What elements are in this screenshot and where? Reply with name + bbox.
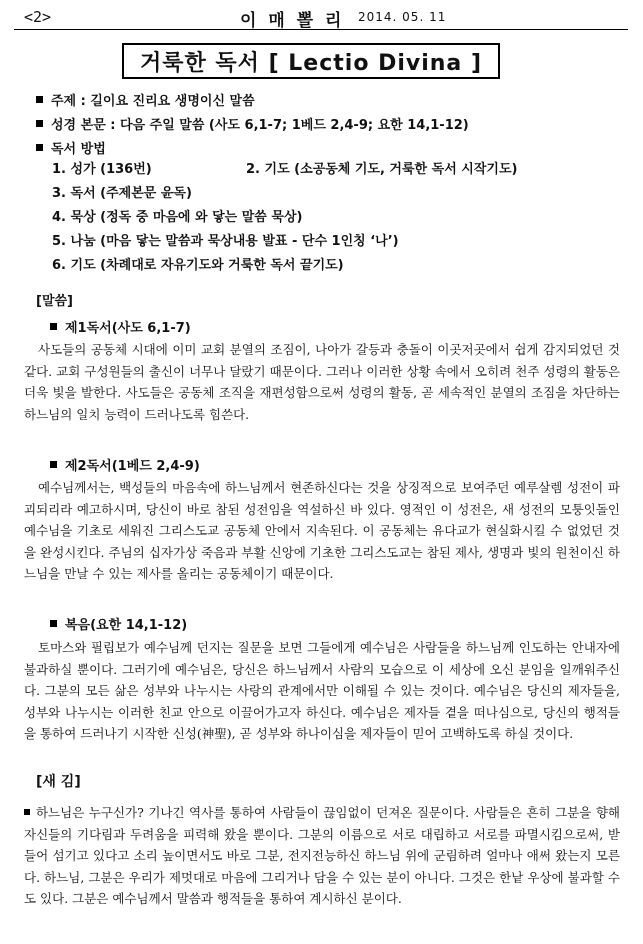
gospel-heading — [50, 614, 187, 633]
reading2-title: 제2독서(1베드 2,4-9) — [65, 459, 200, 474]
word-section-label: [말씀] — [36, 294, 73, 309]
steps-list — [52, 160, 518, 280]
step-1: 1. 성가 (136번) — [52, 162, 152, 177]
bullet-icon — [36, 96, 43, 103]
scripture-row — [36, 116, 469, 140]
bullet-icon — [50, 323, 57, 330]
saekim-text: 하느님은 누구신가? 기나긴 역사를 통하여 사람들이 끊임없이 던져온 질문이다. 사람들은 흔히 그분을 향해 자신들의 기다림과 두려움을 피력해 왔을 뿐이다. 그분의 이름으로 서로 대립하고 서로를 파멸시킴으로써, 받들어 섬기고 있다고 소리 높이면서도 바로 그분, 전지전능하신 하느님 위에 군림하려 얼마나 애써 왔는지 모른다. 하느님, 그분은 우리가 제멋대로 마음에 그리거나 담을 수 있는 분이 아니다. 그것은 한낱 우상에 불과할 수도 있다. 그분은 예수님께서 말씀과 행적들을 통하여 계시하신 분이다. — [24, 805, 620, 906]
method-heading: 독서 방법 — [51, 142, 106, 157]
saekim-section-label: [새 김] — [36, 774, 81, 790]
gospel-text: 토마스와 필립보가 예수님께 던지는 질문을 보면 그들에게 예수님은 사람들을 하느님께 인도하는 안내자에 불과하실 뿐이다. 그러기에 예수님은, 당신은 하느님께서 사람의 모습으로 이 세상에 오신 분임을 일깨워주신다. 그분의 모든 삶은 성부와 나누시는 사랑의 관계에서만 이해될 수 있는 것이다. 예수님은 당신의 제자들을, 성부와 나누시는 이러한 친교 안으로 이끌어가고자 하신다. 예수님은 제자들 곁을 떠나심으로, 당신의 행적들을 통하여 드러나기 시작한 신성(神聖), 곧 성부와 하나이심을 제자들이 믿어 고백하도록 하실 것이다. — [24, 640, 620, 741]
bullet-icon — [36, 144, 43, 151]
issue-date: 2014. 05. 11 — [358, 10, 447, 24]
page-header — [14, 6, 628, 31]
step-2: 2. 기도 (소공동체 기도, 거룩한 독서 시작기도) — [246, 162, 518, 177]
meta-block — [36, 92, 469, 164]
step-4: 4. 묵상 (정독 중 마음에 와 닿는 말씀 묵상) — [52, 210, 303, 225]
page-number: <2> — [24, 8, 52, 26]
theme-row — [36, 92, 469, 116]
reading1-heading — [50, 317, 191, 336]
header-divider — [14, 29, 628, 30]
newsletter-title: 이 매 뽈 리 — [240, 11, 345, 31]
reading2-text: 예수님께서는, 백성들의 마음속에 하느님께서 현존하신다는 것을 상징적으로 보여주던 예루살렘 성전이 파괴되리라 예고하시며, 당신이 바로 참된 성전임을 역설하신 바 있다. 영적인 이 성전은, 새 성전의 모퉁잇돌인 예수님을 기초로 세워진 그리스도교 공동체 안에서 지속된다. 이 공동체는 유다교가 현실화시킬 수 없었던 것을 완성시킨다. 주님의 십자가상 죽음과 부활 신앙에 기초한 그리스도교는 참된 제사, 생명과 빛의 원천이신 하느님을 만날 수 있는 제사를 올리는 공동체이기 때문이다. — [24, 480, 620, 581]
page-title: 거룩한 독서 [ Lectio Divina ] — [122, 43, 500, 79]
bullet-icon — [50, 461, 57, 468]
step-5: 5. 나눔 (마음 닿는 말씀과 묵상내용 발표 - 단수 1인칭 ‘나’) — [52, 234, 399, 249]
reading1-title: 제1독서(사도 6,1-7) — [65, 321, 191, 336]
bullet-icon — [50, 620, 57, 627]
theme-text: 주제 : 길이요 진리요 생명이신 말씀 — [51, 94, 255, 109]
bullet-icon — [36, 120, 43, 127]
reading2-heading — [50, 455, 200, 474]
scripture-text: 성경 본문 : 다음 주일 말씀 (사도 6,1-7; 1베드 2,4-9; 요한 14,1-12) — [51, 118, 469, 133]
reading1-text: 사도들의 공동체 시대에 이미 교회 분열의 조짐이, 나아가 갈등과 충돌이 이곳저곳에서 쉽게 감지되었던 것 같다. 교회 구성원들의 출신이 너무나 달랐기 때문이다. 그러나 이러한 상황 속에서 오히려 천주 성령의 활동은 더욱 빛을 발한다. 사도들은 공동체 조직을 재편성함으로써 성령의 활동, 곧 세속적인 분열의 조짐을 차단하는 하느님의 일치 능력이 드러나도록 힘쓴다. — [24, 342, 620, 422]
saekim-paragraph — [24, 802, 620, 910]
step-6: 6. 기도 (차례대로 자유기도와 거룩한 독서 끝기도) — [52, 258, 344, 273]
gospel-title: 복음(요한 14,1-12) — [65, 618, 188, 633]
step-3: 3. 독서 (주제본문 윤독) — [52, 186, 192, 201]
steps-row-1 — [52, 160, 518, 184]
bullet-icon — [24, 809, 30, 815]
